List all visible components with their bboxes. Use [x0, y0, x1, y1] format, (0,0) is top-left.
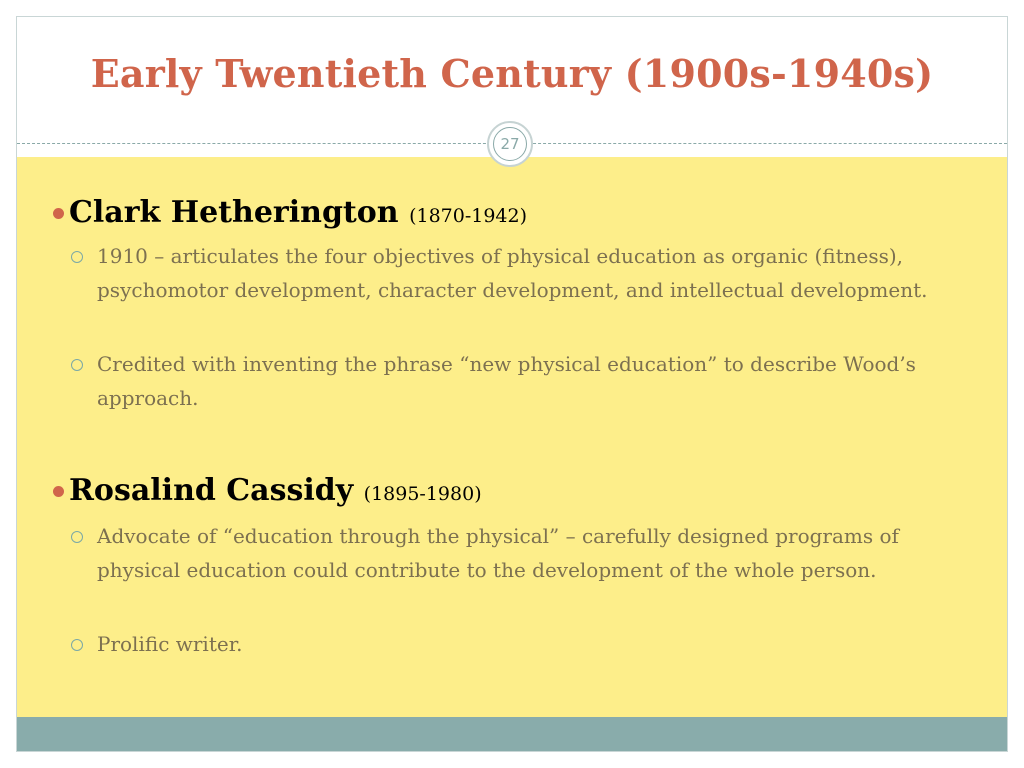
filled-circle-bullet-icon: [53, 208, 64, 219]
person-name: Clark Hetherington: [69, 195, 399, 230]
slide-number-badge: [487, 121, 533, 167]
sub-bullet-text: Prolific writer.: [97, 632, 243, 656]
person-name: Rosalind Cassidy: [69, 473, 354, 508]
hollow-circle-bullet-icon: [71, 639, 83, 651]
slide-title: Early Twentieth Century (1900s-1940s): [90, 51, 934, 96]
sub-bullet-text: Credited with inventing the phrase “new physical education” to describe Wood’s approach.: [97, 352, 916, 410]
person-heading: [69, 471, 482, 514]
person-dates: (1870-1942): [409, 205, 528, 227]
person-dates: (1895-1980): [363, 483, 482, 505]
hollow-circle-bullet-icon: [71, 251, 83, 263]
content-area: [17, 157, 1007, 717]
filled-circle-bullet-icon: [53, 486, 64, 497]
hollow-circle-bullet-icon: [71, 531, 83, 543]
footer-band: [17, 717, 1007, 751]
sub-bullet-text: Advocate of “education through the physical” – carefully designed programs of physical education could contribute to the development of the whole person.: [97, 524, 899, 582]
hollow-circle-bullet-icon: [71, 359, 83, 371]
slide: [16, 16, 1008, 752]
person-heading: [69, 193, 527, 236]
sub-bullet-text: 1910 – articulates the four objectives of physical education as organic (fitness), psychomotor development, character development, and intellectual development.: [97, 244, 928, 302]
slide-number: 27: [493, 127, 527, 161]
